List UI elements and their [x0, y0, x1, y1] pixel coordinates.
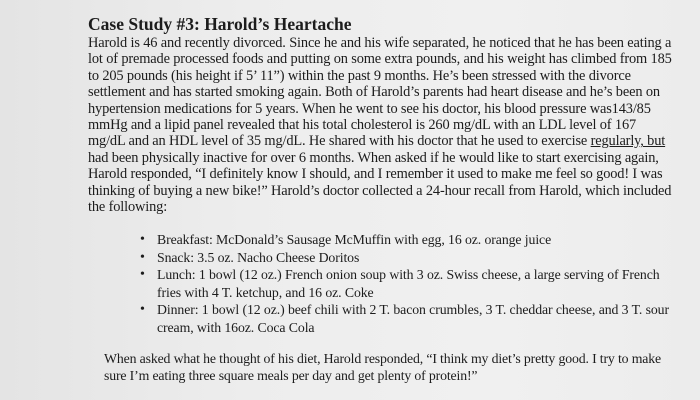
bullet-icon: •	[140, 232, 145, 248]
intro-text-part-2: had been physically inactive for over 6 months. When asked if he would like to start exercising again, Harold responded, “I definitely know I should, and I remember it used to make me feel so good! I was thinking of buying a new bike!” Harold’s doctor collected a 24-hour recall from Harold, which included the following:	[88, 149, 672, 216]
list-item-snack	[140, 249, 676, 266]
bullet-icon: •	[140, 249, 145, 265]
list-item-lunch	[140, 266, 676, 301]
meal-recall-list	[88, 231, 676, 335]
list-item-breakfast	[140, 231, 676, 248]
intro-paragraph	[88, 35, 676, 215]
meal-text-dinner: Dinner: 1 bowl (12 oz.) beef chili with 2 T. bacon crumbles, 3 T. cheddar cheese, and 3 T. sour cream, with 16oz. Coca Cola	[157, 302, 669, 335]
meal-text-lunch: Lunch: 1 bowl (12 oz.) French onion soup with 3 oz. Swiss cheese, a large serving of French fries with 4 T. ketchup, and 16 oz. Coke	[157, 267, 660, 300]
meal-text-snack: Snack: 3.5 oz. Nacho Cheese Doritos	[157, 249, 360, 265]
list-item-dinner	[140, 301, 676, 336]
closing-paragraph: When asked what he thought of his diet, Harold responded, “I think my diet’s pretty good. I try to make sure I’m eating three square meals per day and get plenty of protein!”	[104, 350, 661, 383]
bullet-icon: •	[140, 302, 145, 318]
case-study-title: Case Study #3: Harold’s Heartache	[88, 14, 352, 34]
intro-text-part-1: Harold is 46 and recently divorced. Since he and his wife separated, he noticed that he has been eating a lot of premade processed foods and putting on some extra pounds, and his weight has climbed from 185 to 205 pounds (his height if 5’ 11”) within the past 9 months. He’s been stressed with the divorce settlement and has started smoking again. Both of Harold’s parents had heart disease and he’s been on hypertension medications for 5 years. When he went to see his doctor, his blood pressure was143/85 mmHg and a lipid panel revealed that his total cholesterol is 260 mg/dL with an LDL level of 167 mg/dL and an HDL level of 35 mg/dL. He shared with his doctor that he used to exercise	[88, 35, 672, 150]
meal-text-breakfast: Breakfast: McDonald’s Sausage McMuffin with egg, 16 oz. orange juice	[157, 232, 552, 248]
bullet-icon: •	[140, 267, 145, 283]
intro-underlined-text: regularly, but	[590, 133, 666, 150]
